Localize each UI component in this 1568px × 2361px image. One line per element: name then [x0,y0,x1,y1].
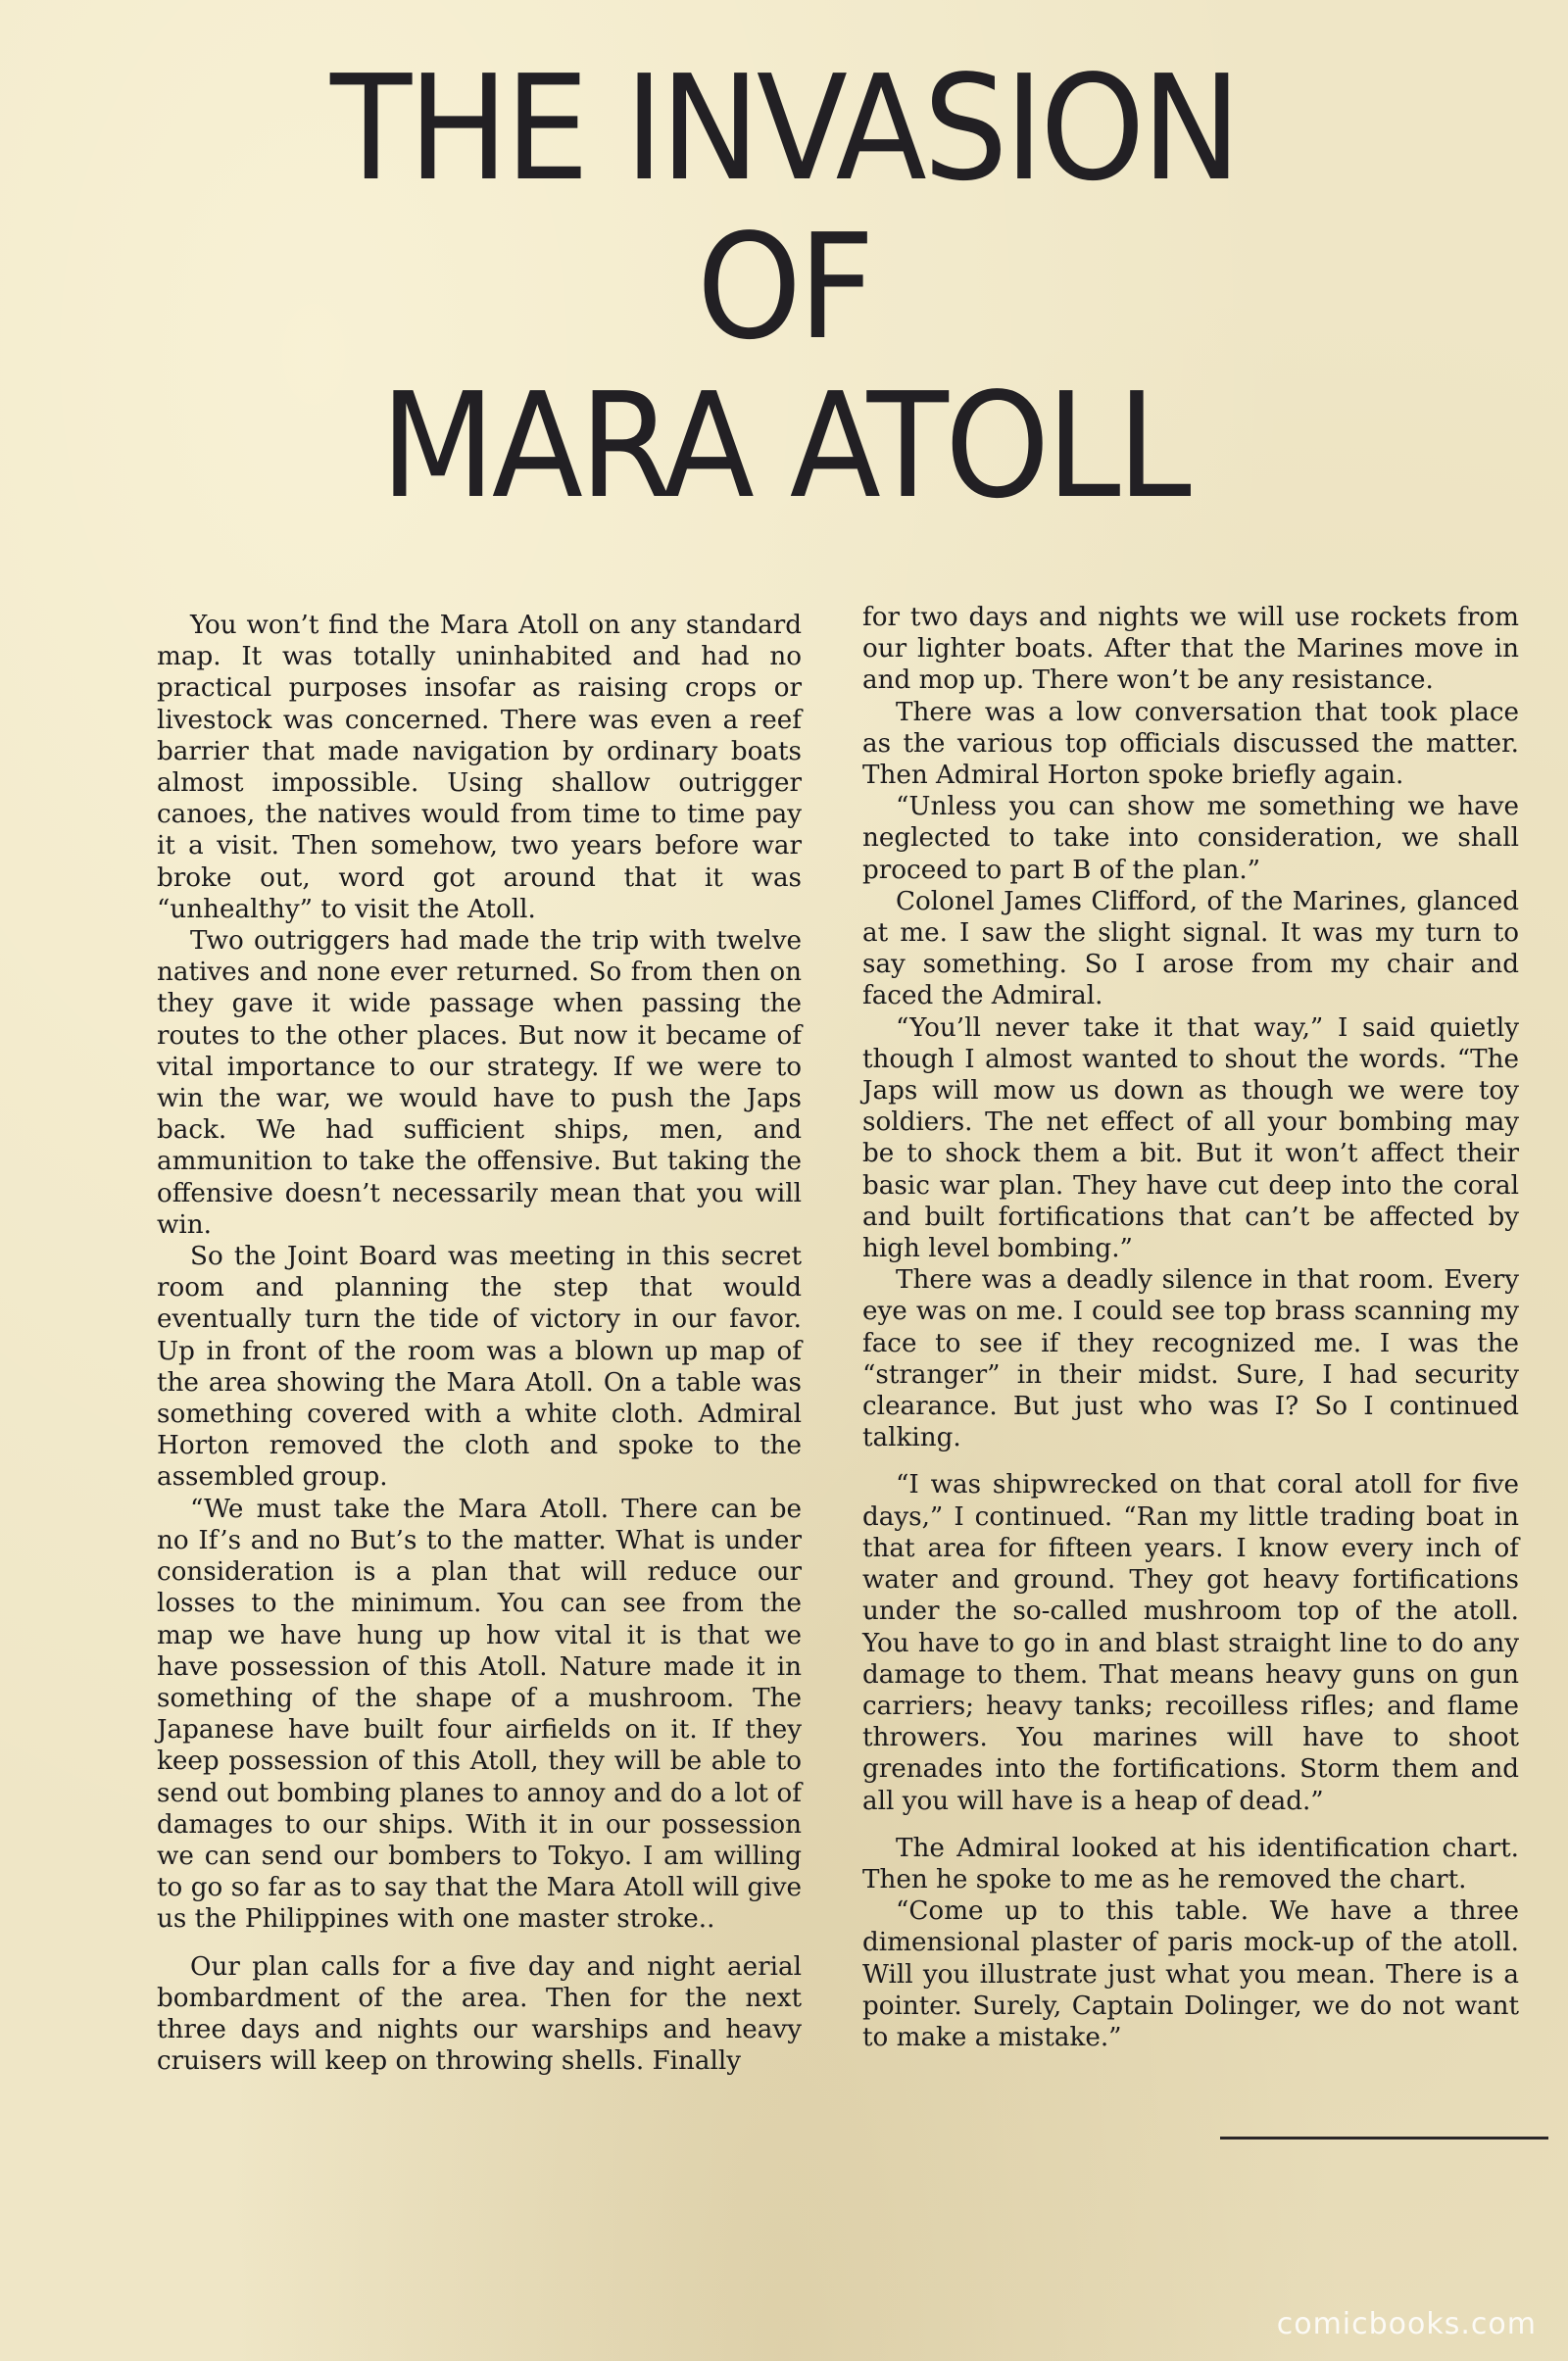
paragraph: for two days and nights we will use rockets from our lighter boats. After that the Marines move in and mop up. There won’t be any resistance. [862,603,1519,696]
paragraph: “We must take the Mara Atoll. There can be no If’s and no But’s to the matter. What is under consideration is a plan that will reduce our losses to the minimum. You can see from the map we have hung up how vital it is that we have possession of this Atoll. Nature made it in something of the shape of a mushroom. The Japanese have built four airfields on it. If they keep possession of this Atoll, they will be able to send out bombing planes to annoy and do a lot of damages to our ships. With it in our possession we can send our bombers to Tokyo. I am willing to go so far as to say that the Mara Atoll will give us the Philippines with one master stroke.. [157,1494,802,1935]
paragraph: So the Joint Board was meeting in this secret room and planning the step that would eventually turn the tide of victory in our favor. Up in front of the room was a blown up map of the area showing the Mara Atoll. On a table was something covered with a white cloth. Admiral Horton removed the cloth and spoke to the assembled group. [157,1242,802,1493]
paragraph: “Come up to this table. We have a three dimensional plaster of paris mock-up of the atoll. Will you illustrate just what you mean. There is a pointer. Surely, Captain Dolinger, we do not want to make a mistake.” [862,1896,1519,2052]
paragraph: There was a low conversation that took place as the various top officials discussed the matter. Then Admiral Horton spoke briefly again. [862,697,1519,791]
title-line-3: MARA ATOLL [380,362,1188,530]
paragraph: The Admiral looked at his identification chart. Then he spoke to me as he removed the chart. [862,1833,1519,1894]
title-line-2: OF [696,203,872,371]
paragraph: Two outriggers had made the trip with twelve natives and none ever returned. So from then on they gave it wide passage when passing the routes to the other places. But now it became of vital importance to our strategy. If we were to win the war, we would have to push the Japs back. We had sufficient ships, men, and ammunition to take the offensive. But taking the offensive doesn’t necessarily mean that you will win. [157,926,802,1240]
end-rule [1220,2137,1548,2140]
paragraph: There was a deadly silence in that room. Every eye was on me. I could see top brass scanning my face to see if they recognized me. I was the “stranger” in their midst. Sure, I had security clearance. But just who was I? So I continued talking. [862,1265,1519,1453]
paragraph: You won’t find the Mara Atoll on any standard map. It was totally uninhabited and had no practical purposes insofar as raising crops or livestock was concerned. There was even a reef barrier that made navigation by ordinary boats almost impossible. Using shallow outrigger canoes, the natives would from time to time pay it a visit. Then somehow, two years before war broke out, word got around that it was “unhealthy” to visit the Atoll. [157,611,802,924]
left-text-column [157,610,802,2077]
paragraph: Colonel James Clifford, of the Marines, glanced at me. I saw the slight signal. It was my turn to say something. So I arose from my chair and faced the Admiral. [862,886,1519,1011]
right-text-column [862,602,1519,2053]
paragraph: “You’ll never take it that way,” I said quietly though I almost wanted to shout the words. “The Japs will mow us down as though we were toy soldiers. The net effect of all your bombing may be to shock them a bit. But it won’t affect their basic war plan. They have cut deep into the coral and built fortifications that can’t be affected by high level bombing.” [862,1012,1519,1264]
story-title [63,44,1505,530]
watermark: comicbooks.com [1276,2307,1537,2341]
title-line-1: THE INVASION [330,44,1238,213]
paragraph: Our plan calls for a five day and night aerial bombardment of the area. Then for the next three days and nights our warships and heavy cruisers will keep on throwing shells. Finally [157,1951,802,2077]
paragraph: “Unless you can show me something we have neglected to take into consideration, we shall proceed to part B of the plan.” [862,792,1519,885]
paragraph: “I was shipwrecked on that coral atoll for five days,” I continued. “Ran my little trading boat in that area for fifteen years. I know every inch of water and ground. They got heavy fortifications under the so-called mushroom top of the atoll. You have to go in and blast straight line to do any damage to them. That means heavy guns on gun carriers; heavy tanks; recoilless rifles; and flame throwers. You marines will have to shoot grenades into the fortifications. Storm them and all you will have is a heap of dead.” [862,1470,1519,1816]
